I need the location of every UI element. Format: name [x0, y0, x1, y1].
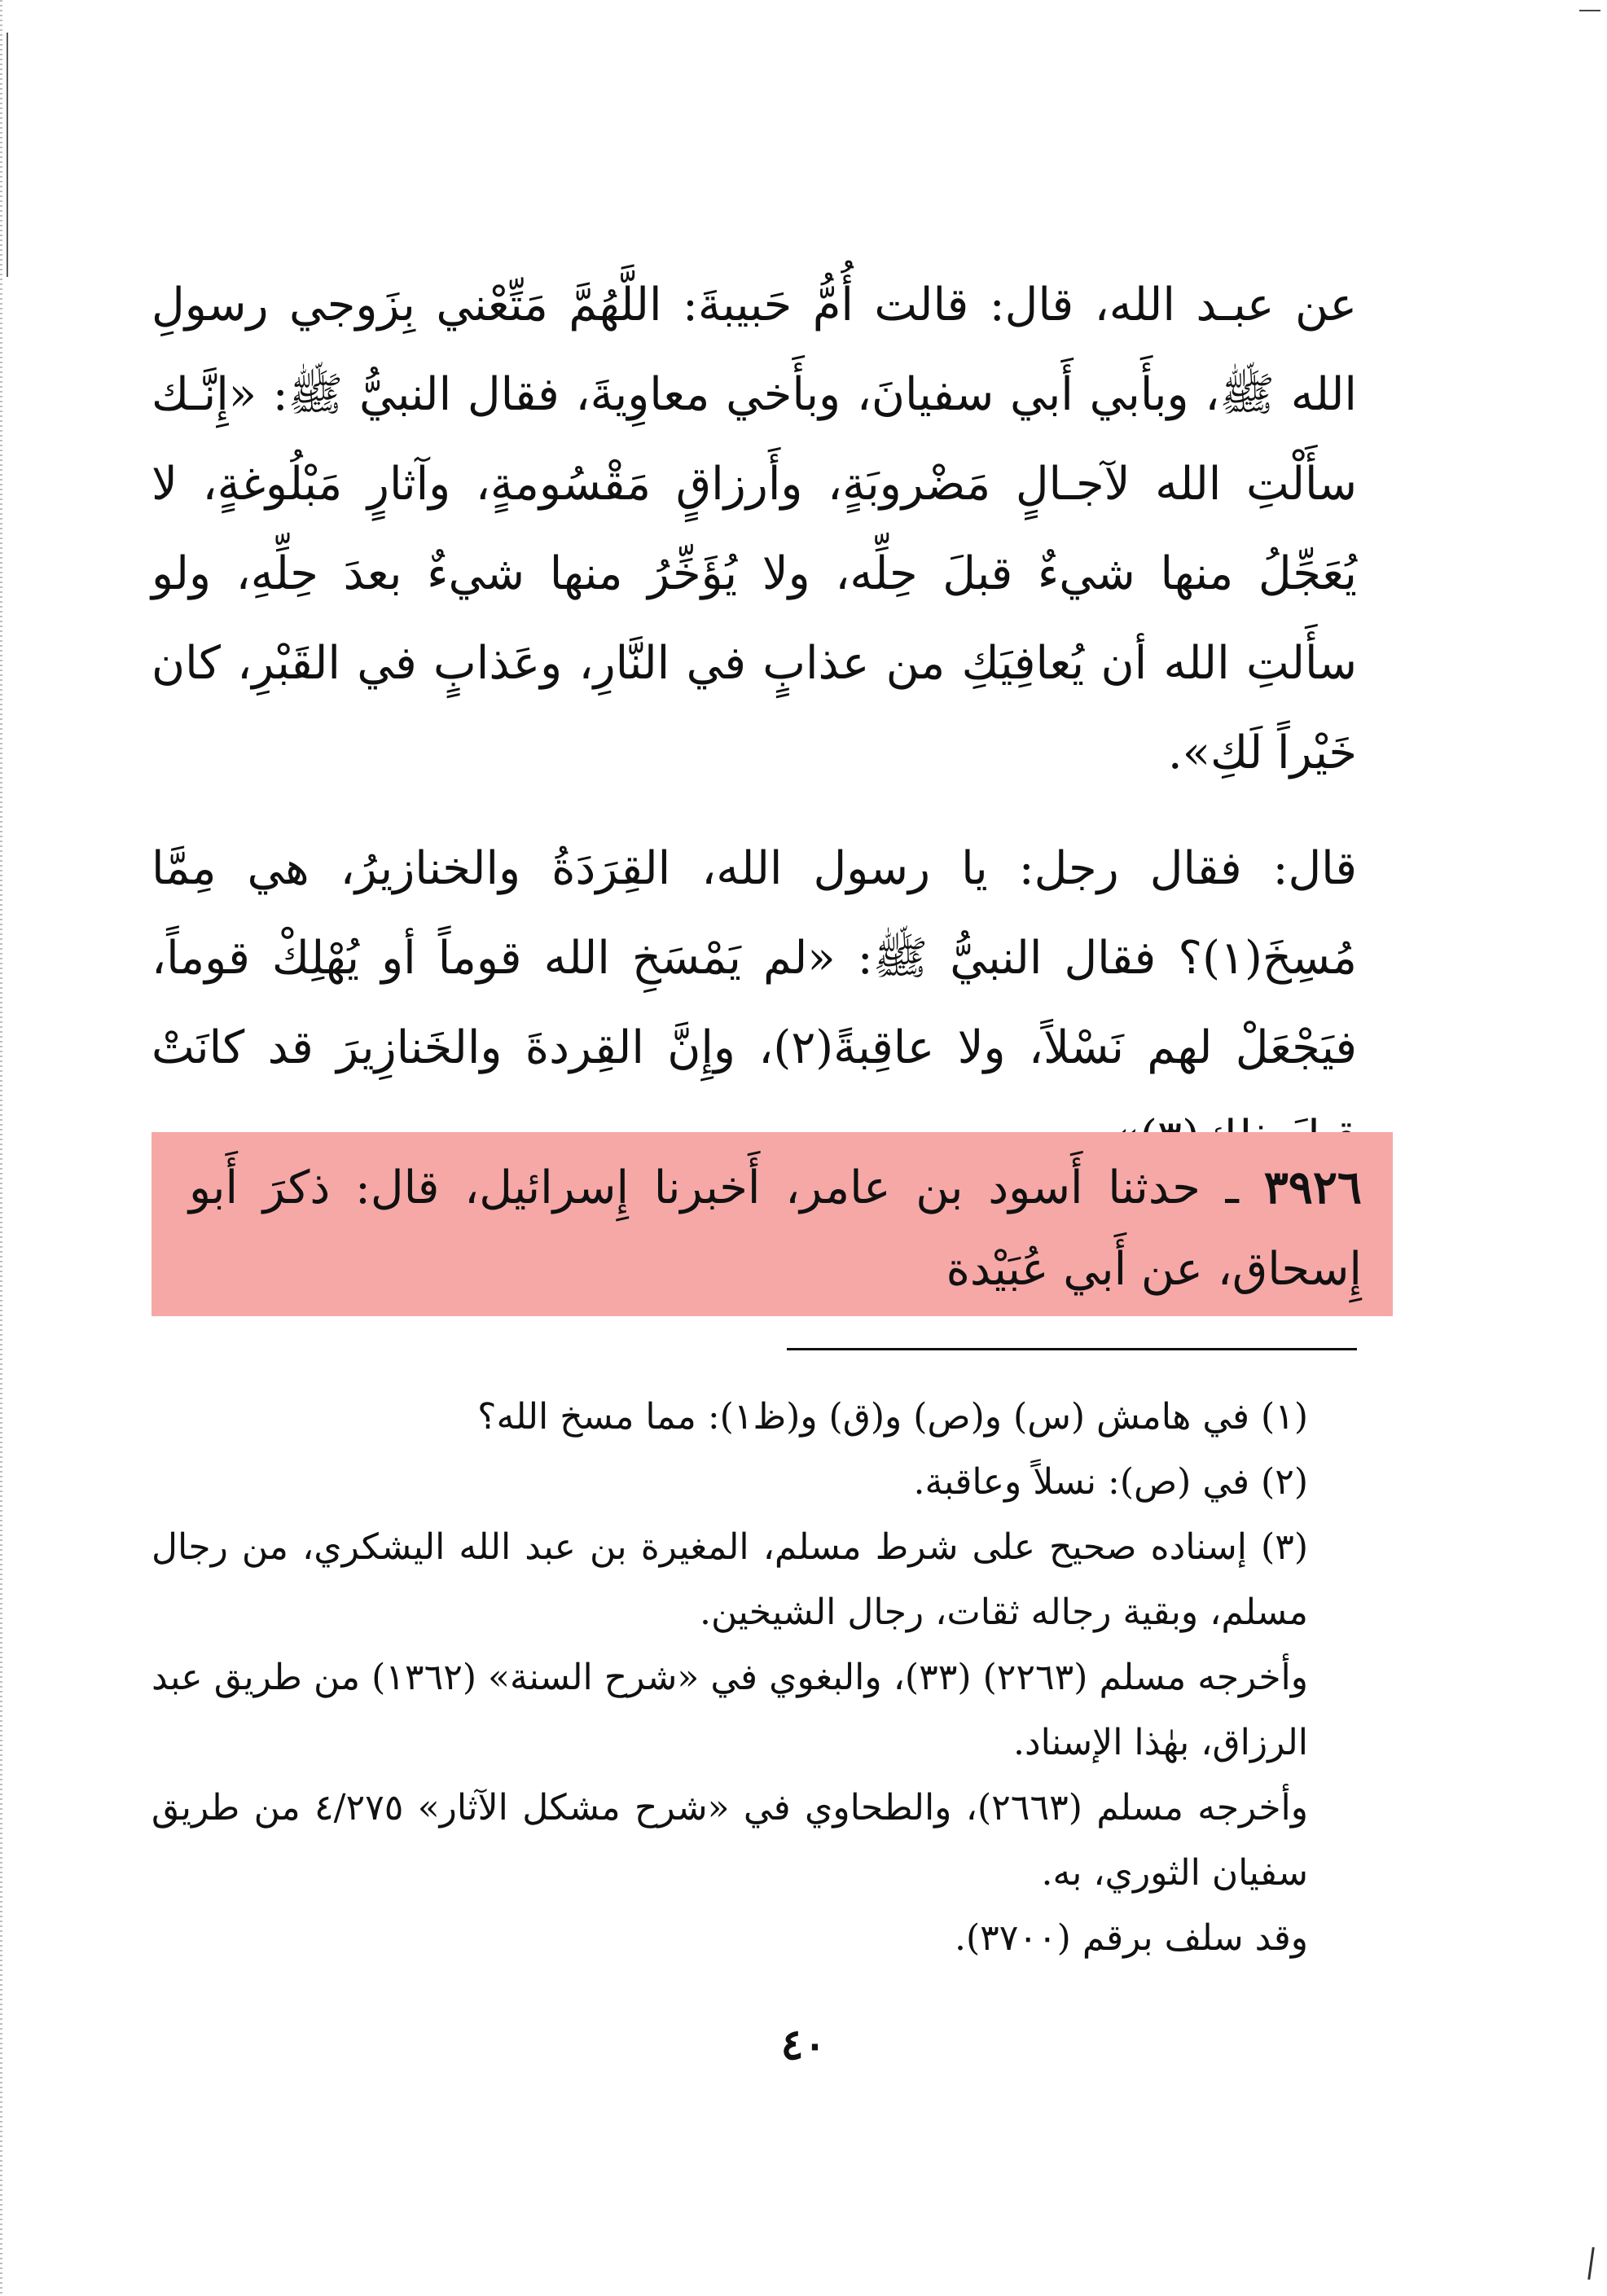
highlighted-hadith-header: [151, 1132, 1393, 1316]
footnote-3: (٣) إسناده صحيح على شرط مسلم، المغيرة بن عبد الله اليشكري، من رجال مسلم، وبقية رجاله ثقات، رجال الشيخين.: [151, 1526, 1308, 1633]
body-paragraph-1: عن عبـد الله، قال: قالت أُمُّ حَبيبةَ: اللَّهُمَّ مَتِّعْني بِزَوجي رسولِ الله ﷺ، وبأَبي أَبي سفيانَ، وبأَخي معاوِيةَ، فقال النبيُّ ﷺ: «إِنَّـك سأَلْتِ الله لآجـالٍ مَضْروبَةٍ، وأَرزاقٍ مَقْسُومةٍ، وآثارٍ مَبْلُوغةٍ، لا يُعَجِّلُ منها شيءٌ قبلَ حِلِّه، ولا يُؤَخِّرُ منها شيءٌ بعدَ حِلِّهِ، ولو سأَلتِ الله أن يُعافِيَكِ من عذابٍ في النَّارِ، وعَذابٍ في القَبْرِ، كان خَيْراً لَكِ».: [151, 279, 1357, 779]
scan-edge: [0, 0, 2, 2296]
footnote-3-takhrij-2: وأخرجه مسلم (٢٦٦٣)، والطحاوي في «شرح مشكل الآثار» ٤/٢٧٥ من طريق سفيان الثوري، به.: [151, 1787, 1309, 1894]
footnotes: [151, 1385, 1357, 1971]
body-paragraph-2: قال: فقال رجل: يا رسول الله، القِرَدَةُ والخنازيرُ، هي مِمَّا مُسِخَ(١)؟ فقال النبيُّ ﷺ: «لم يَمْسَخِ الله قوماً أو يُهْلِكْ قوماً، فيَجْعَلْ لهم نَسْلاً، ولا عاقِبةً(٢)، وإِنَّ القِردةَ والخَنازِيرَ قد كانَتْ: [151, 842, 1357, 1074]
footnote-1: (١) في هامش (س) و(ص) و(ق) و(ظ١): مما مسخ الله؟: [477, 1396, 1308, 1438]
main-text: [151, 261, 1357, 1209]
footnote-3-takhrij-1: وأخرجه مسلم (٢٢٦٣) (٣٣)، والبغوي في «شرح السنة» (١٣٦٢) من طريق عبد الرزاق، بهٰذا الإسناد.: [151, 1657, 1308, 1763]
footnote-separator: [787, 1348, 1357, 1350]
scan-corner-mark: [1587, 2247, 1595, 2280]
hadith-header-text: [189, 1147, 1362, 1310]
hadith-chain: ـ حدثنا أَسود بن عامر، أَخبرنا إِسرائيل، قال: ذكرَ أَبو إِسحاق، عن أَبي عُبَيْدة: [189, 1161, 1362, 1296]
scan-corner-mark: [1579, 10, 1600, 11]
scan-margin-line: [7, 33, 8, 277]
page-number: ٤٠: [780, 2020, 827, 2070]
footnote-2: (٢) في (ص): نسلاً وعاقبة.: [913, 1461, 1308, 1503]
footnote-3-cross-ref: وقد سلف برقم (٣٧٠٠).: [954, 1917, 1308, 1959]
hadith-number: ٣٩٢٦: [1263, 1161, 1362, 1214]
